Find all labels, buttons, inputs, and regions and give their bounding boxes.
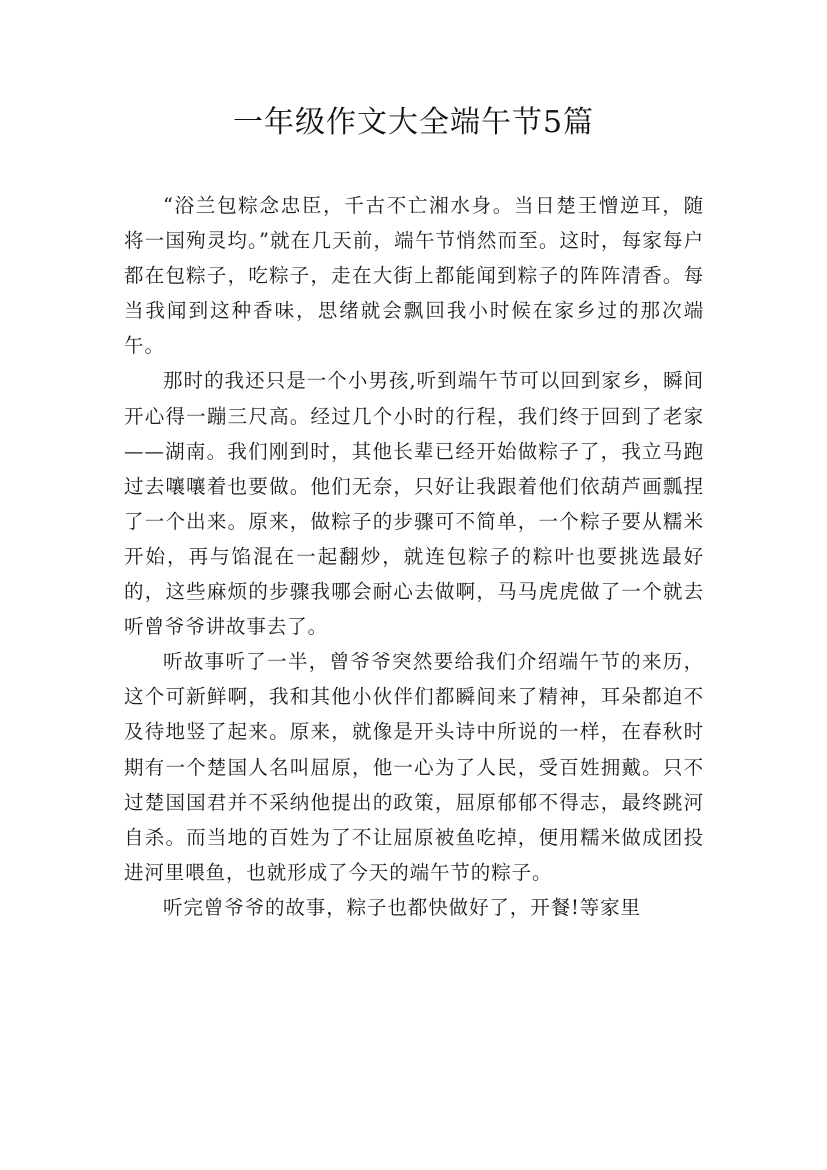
paragraph-1: “浴兰包粽念忠臣，千古不亡湘水身。当日楚王憎逆耳，随将一国殉灵均。”就在几天前，端午节悄然而至。这时，每家每户都在包粽子，吃粽子，走在大街上都能闻到粽子的阵阵清香。每当我闻到这种香味，思绪就会飘回我小时候在家乡过的那次端午。 [124, 194, 704, 358]
document-title: 一年级作文大全端午节5篇 [232, 105, 595, 140]
paragraph-4: 听完曾爷爷的故事，粽子也都快做好了，开餐!等家里 [163, 895, 641, 919]
paragraph-2: 那时的我还只是一个小男孩,听到端午节可以回到家乡，瞬间开心得一蹦三尺高。经过几个小时的行程，我们终于回到了老家——湖南。我们刚到时，其他长辈已经开始做粽子了，我立马跑过去嚷嚷着也要做。他们无奈，只好让我跟着他们依葫芦画瓢捏了一个出来。原来，做粽子的步骤可不简单，一个粽子要从糯米开始，再与馅混在一起翻炒，就连包粽子的粽叶也要挑选最好的，这些麻烦的步骤我哪会耐心去做啊，马马虎虎做了一个就去听曾爷爷讲故事去了。 [124, 369, 704, 639]
paragraph-3: 听故事听了一半，曾爷爷突然要给我们介绍端午节的来历，这个可新鲜啊，我和其他小伙伴们都瞬间来了精神，耳朵都迫不及待地竖了起来。原来，就像是开头诗中所说的一样，在春秋时期有一个楚国人名叫屈原，他一心为了人民，受百姓拥戴。只不过楚国国君并不采纳他提出的政策，屈原郁郁不得志，最终跳河自杀。而当地的百姓为了不让屈原被鱼吃掉，便用糯米做成团投进河里喂鱼，也就形成了今天的端午节的粽子。 [124, 650, 704, 884]
document-body [124, 188, 704, 925]
